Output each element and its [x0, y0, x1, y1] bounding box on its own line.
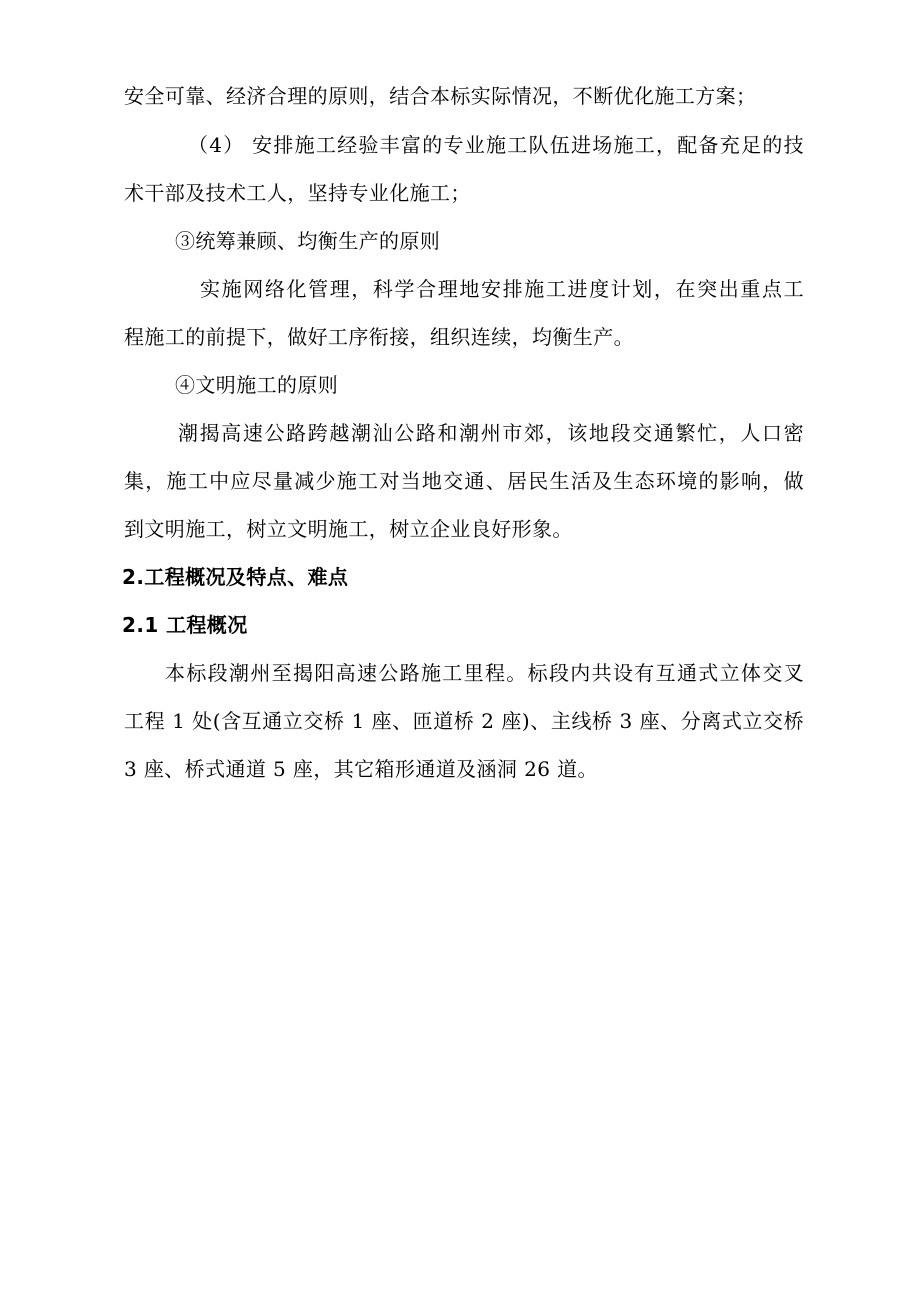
subsection-heading: ④文明施工的原则 — [175, 373, 339, 397]
paragraph-line: 程施工的前提下，做好工序衔接，组织连续，均衡生产。 — [124, 325, 634, 349]
paragraph-line: 本标段潮州至揭阳高速公路施工里程。标段内共设有互通式立体交叉 — [165, 661, 804, 685]
paragraph-line: （4） 安排施工经验丰富的专业施工队伍进场施工，配备充足的技 — [188, 133, 804, 157]
paragraph-line: 潮揭高速公路跨越潮汕公路和潮州市郊，该地段交通繁忙，人口密 — [178, 421, 804, 445]
section-heading: 2.工程概况及特点、难点 — [122, 565, 349, 589]
paragraph-line: 实施网络化管理，科学合理地安排施工进度计划，在突出重点工 — [200, 277, 804, 301]
subsection-title: 2.1 工程概况 — [122, 613, 248, 637]
paragraph-line: 术干部及技术工人，坚持专业化施工； — [124, 181, 471, 205]
paragraph-line: 集，施工中应尽量减少施工对当地交通、居民生活及生态环境的影响，做 — [124, 469, 804, 493]
paragraph-line: 工程 1 处(含互通立交桥 1 座、匝道桥 2 座)、主线桥 3 座、分离式立交桥 — [124, 709, 804, 733]
subsection-heading: ③统筹兼顾、均衡生产的原则 — [175, 229, 441, 253]
paragraph-line: 安全可靠、经济合理的原则，结合本标实际情况，不断优化施工方案； — [124, 84, 757, 108]
paragraph-line: 到文明施工，树立文明施工，树立企业良好形象。 — [124, 517, 573, 541]
paragraph-line: 3 座、桥式通道 5 座，其它箱形通道及涵洞 26 道。 — [124, 757, 598, 781]
